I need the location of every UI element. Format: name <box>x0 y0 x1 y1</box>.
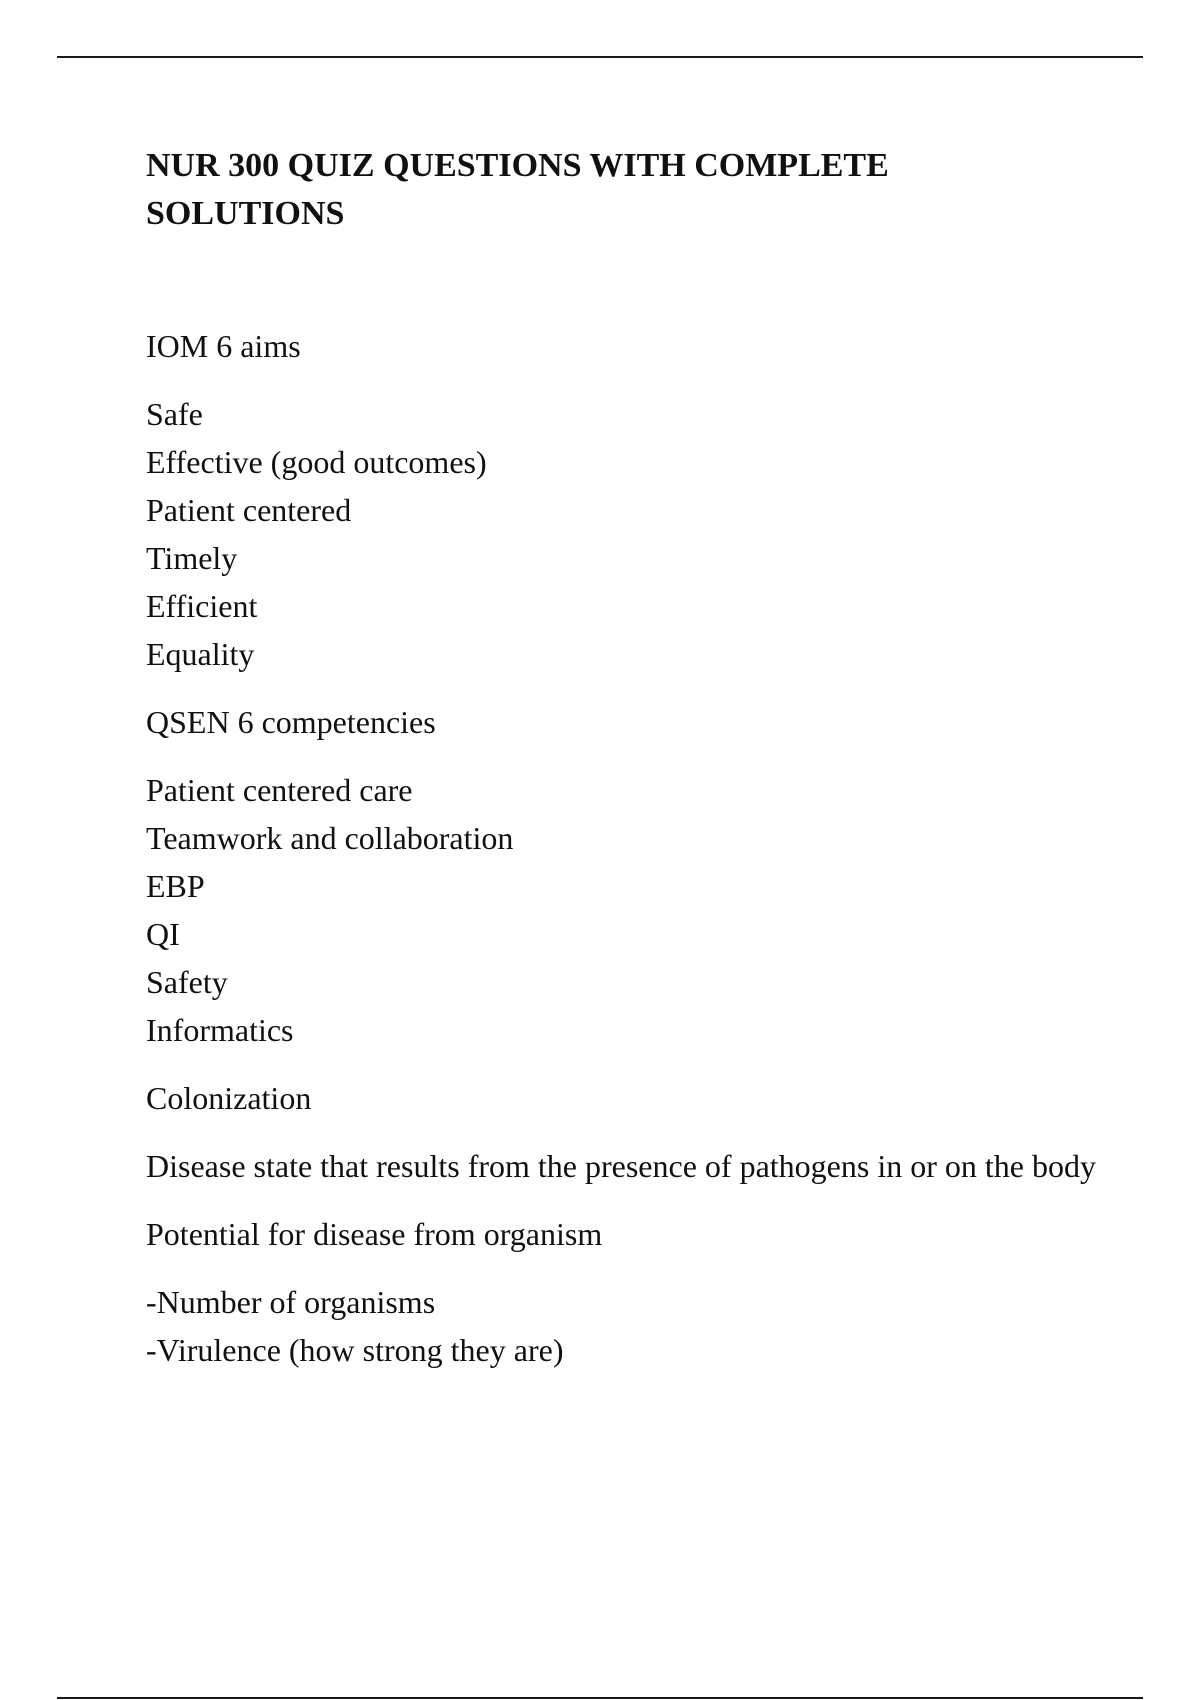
qa-list <box>146 322 1096 1374</box>
answer-line: Equality <box>146 636 255 672</box>
qa-card <box>146 1074 1096 1190</box>
answer-line: Safety <box>146 964 228 1000</box>
answer-block <box>146 1142 1096 1190</box>
question-term: Colonization <box>146 1080 312 1116</box>
answer-line: Timely <box>146 540 238 576</box>
question-term: QSEN 6 competencies <box>146 704 436 740</box>
answer-block <box>146 390 1096 678</box>
document-title: NUR 300 QUIZ QUESTIONS WITH COMPLETE SOLUTIONS <box>146 147 889 232</box>
qa-card <box>146 1210 1096 1374</box>
answer-line: Efficient <box>146 588 258 624</box>
answer-line: Patient centered <box>146 492 352 528</box>
qa-card <box>146 698 1096 1054</box>
qa-card <box>146 322 1096 678</box>
answer-line: Disease state that results from the presence of pathogens in or on the body <box>146 1148 1096 1184</box>
top-rule <box>57 56 1143 58</box>
answer-line: QI <box>146 916 180 952</box>
answer-line: -Virulence (how strong they are) <box>146 1332 564 1368</box>
answer-line: Informatics <box>146 1012 294 1048</box>
document-body <box>146 142 1096 1394</box>
answer-block <box>146 1278 1096 1374</box>
answer-line: EBP <box>146 868 205 904</box>
answer-line: Safe <box>146 396 203 432</box>
bottom-rule <box>57 1697 1143 1699</box>
answer-line: Effective (good outcomes) <box>146 444 487 480</box>
answer-line: Patient centered care <box>146 772 413 808</box>
question-term: Potential for disease from organism <box>146 1216 603 1252</box>
question-term: IOM 6 aims <box>146 328 301 364</box>
answer-line: Teamwork and collaboration <box>146 820 514 856</box>
answer-block <box>146 766 1096 1054</box>
answer-line: -Number of organisms <box>146 1284 436 1320</box>
